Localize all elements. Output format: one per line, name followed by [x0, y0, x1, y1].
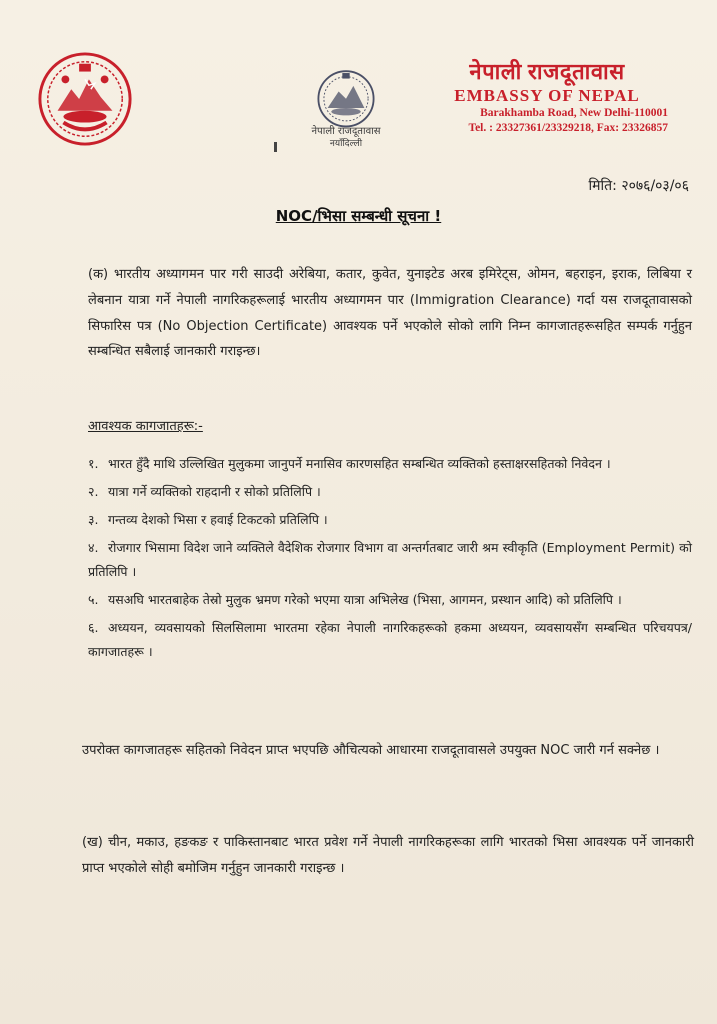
list-item-number: २. [88, 484, 99, 499]
stamp-caption-city: नयाँदिल्ली [329, 139, 363, 149]
list-item-number: ४. [88, 540, 99, 555]
documents-list [88, 452, 692, 668]
list-item [88, 616, 692, 664]
list-item-number: १. [88, 456, 99, 471]
embassy-name-nepali: नेपाली राजदूतावास [469, 59, 625, 84]
nepal-emblem-icon [36, 50, 134, 148]
letterhead [422, 58, 672, 136]
list-item-number: ६. [88, 620, 99, 635]
ink-mark [274, 142, 277, 152]
list-item-text: गन्तव्य देशको भिसा र हवाई टिकटको प्रतिलिपि । [108, 512, 328, 527]
notice-title-text: NOC/भिसा सम्बन्धी सूचना ! [275, 207, 442, 225]
notice-title [0, 206, 717, 226]
list-item-text: भारत हुँदै माथि उल्लिखित मुलुकमा जानुपर्ने मनासिव कारणसहित सम्बन्धित व्यक्तिको हस्ताक्षरसहितको निवेदन । [108, 456, 611, 471]
list-item-text: अध्ययन, व्यवसायको सिलसिलामा भारतमा रहेका नेपाली नागरिकहरूको हकमा अध्ययन, व्यवसायसँग सम्बन्धित परिचयपत्र/कागजातहरू । [88, 620, 692, 659]
list-item [88, 452, 692, 476]
list-item-number: ५. [88, 592, 99, 607]
list-item-text: यात्रा गर्ने व्यक्तिको राहदानी र सोको प्रतिलिपि । [108, 484, 321, 499]
embassy-address: Barakhamba Road, New Delhi-110001 [480, 107, 668, 119]
list-item-number: ३. [88, 512, 99, 527]
list-item [88, 588, 692, 612]
paragraph-ka: (क) भारतीय अध्यागमन पार गरी साउदी अरेबिया, कतार, कुवेत, युनाइटेड अरब इमिरेट्स, ओमन, बहराइन, इराक, लिबिया र लेबनान यात्रा गर्ने नेपाली नागरिकहरूलाई भारतीय अध्यागमन पार (Immigration Clearance) गर्दा यस राजदूतावासको सिफारिस पत्र (No Objection Certificate) आवश्यक पर्ने भएकोले सोको लागि निम्न कागजातहरूसहित सम्पर्क गर्नुहुन सम्बन्धित सबैलाई जानकारी गराइन्छ। [88, 267, 692, 360]
paragraph-kha: (ख) चीन, मकाउ, हङकङ र पाकिस्तानबाट भारत प्रवेश गर्ने नेपाली नागरिकहरूका लागि भारतको भिसा आवश्यक पर्ने जानकारी प्राप्त भएकोले सोही बमोजिम गर्नुहुन जानकारी गराइन्छ । [82, 835, 694, 876]
notice-date: मिति: २०७६/०३/०६ [588, 178, 689, 194]
embassy-name-english: EMBASSY OF NEPAL [454, 86, 640, 105]
list-item [88, 480, 692, 504]
list-item [88, 508, 692, 532]
embassy-telephone: Tel. : 23327361/23329218, Fax: 23326857 [468, 122, 668, 134]
list-item-text: रोजगार भिसामा विदेश जाने व्यक्तिले वैदेशिक रोजगार विभाग वा अन्तर्गतबाट जारी श्रम स्वीकृति (Employment Permit) को प्रतिलिपि । [88, 540, 692, 579]
list-item [88, 536, 692, 584]
documents-heading: आवश्यक कागजातहरू:- [88, 419, 203, 434]
list-item-text: यसअघि भारतबाहेक तेस्रो मुलुक भ्रमण गरेको भएमा यात्रा अभिलेख (भिसा, आगमन, प्रस्थान आदि) को प्रतिलिपि । [108, 592, 622, 607]
closing-paragraph: उपरोक्त कागजातहरू सहितको निवेदन प्राप्त भएपछि औचित्यको आधारमा राजदूतावासले उपयुक्त NOC जारी गर्न सक्नेछ । [82, 743, 660, 758]
stamp-caption: नेपाली राजदूतावास [311, 126, 381, 137]
